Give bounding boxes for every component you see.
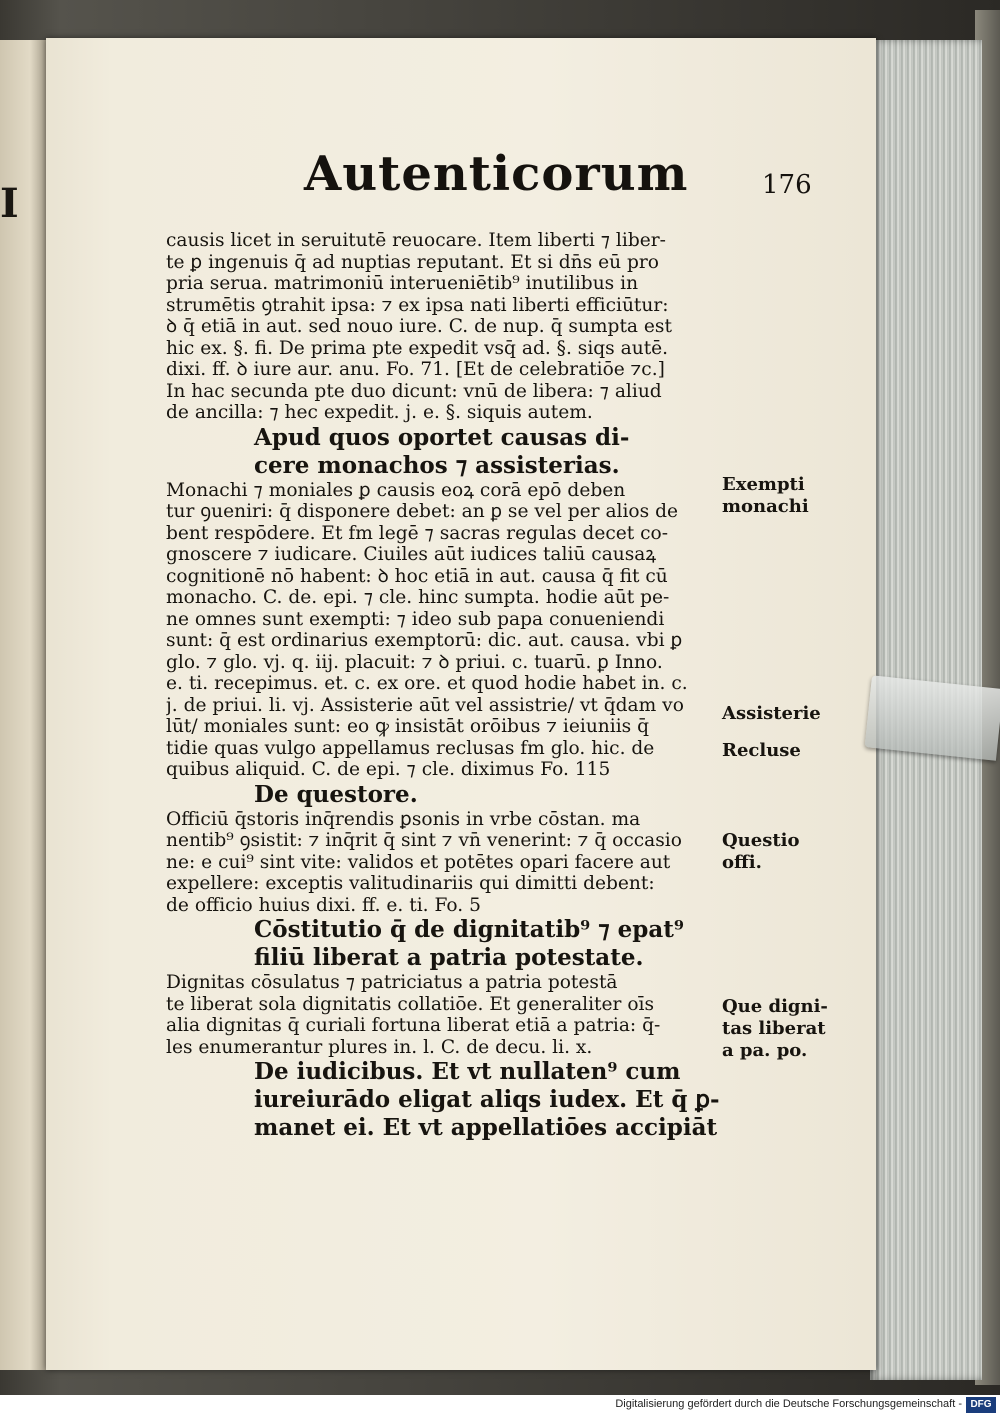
text-line: causis licet in seruitutē reuocare. Item liberti ⁊ liber- (166, 230, 666, 251)
section-questore (166, 781, 726, 917)
text-line: Dignitas cōsulatus ⁊ patriciatus a patria potestā (166, 972, 618, 993)
text-line: lūt/ moniales sunt: eo ꝙ insistāt orōibus ⁊ ieiuniis q̄ (166, 716, 650, 737)
text-line: bent respōdere. Et fm legē ⁊ sacras regulas decet co- (166, 522, 669, 544)
funding-credit: Digitalisierung gefördert durch die Deutsche Forschungsgemeinschaft - (615, 1398, 962, 1410)
section-iudicibus (166, 1058, 726, 1142)
text-line: sunt: q̄ est ordinarius exemptorū: dic. aut. causa. vbi ꝑ (166, 630, 683, 651)
folio-number: 176 (762, 170, 812, 200)
text-line: nentib⁹ ꝯsistit: ⁊ inq̄rit q̄ sint ⁊ vn̄ venerint: ⁊ q̄ occasio (166, 830, 682, 851)
margin-note-dignitas (722, 996, 828, 1062)
digitization-footer (0, 1395, 1000, 1416)
running-title: Autenticorum (304, 146, 689, 202)
text-line: ne: e cui⁹ sint vite: validos et potētes opari facere aut (166, 851, 671, 873)
page-clip (865, 675, 1000, 760)
section-heading: manet ei. Et vt appellatiōes accipiāt (254, 1114, 718, 1141)
text-line: tidie quas vulgo appellamus reclusas fm glo. hic. de (166, 737, 655, 759)
text-line: les enumerantur plures in. l. C. de decu. li. x. (166, 1036, 593, 1058)
text-line: e. ti. recepimus. et. c. ex ore. et quod hodie habet in. c. (166, 673, 688, 694)
text-line: hic ex. §. fi. De prima pte expedit vsq̄ ad. §. siqs autē. (166, 337, 669, 359)
dfg-logo: DFG (966, 1397, 996, 1413)
text-line: j. de priui. li. vj. Assisterie aūt vel assistrie/ vt q̄dam vo (166, 694, 684, 716)
margin-note-assisterie (722, 703, 821, 725)
text-line: strumētis ꝯtrahit ipsa: ⁊ ex ipsa nati liberti efficiūtur: (166, 294, 669, 316)
section-heading: De questore. (254, 780, 418, 808)
text-line: te liberat sola dignitatis collatiōe. Et generaliter oīs (166, 993, 655, 1015)
text-line: quibus aliquid. C. de epi. ⁊ cle. diximus Fo. 115 (166, 759, 611, 780)
left-page-fragment (0, 40, 50, 1370)
text-line: expellere: exceptis valitudinariis qui dimitti debent: (166, 873, 655, 894)
margin-note-line: a pa. po. (722, 1040, 808, 1061)
text-line: monacho. C. de. epi. ⁊ cle. hinc sumpta. hodie aūt pe- (166, 587, 670, 608)
main-text-block (166, 230, 726, 1142)
text-line: ꝺ q̄ etiā in aut. sed nouo iure. C. de nup. q̄ sumpta est (166, 316, 672, 337)
margin-note-line: Recluse (722, 740, 801, 761)
margin-note-recluse (722, 740, 801, 762)
text-line: In hac secunda pte duo dicunt: vnū de libera: ⁊ aliud (166, 380, 662, 402)
section-heading: Apud quos oportet causas di- (254, 423, 630, 451)
margin-note-line: tas liberat (722, 1018, 826, 1039)
margin-note-line: Que digni- (722, 996, 828, 1017)
left-page-initial: I (0, 180, 19, 227)
text-line: pria serua. matrimoniū interueniētib⁹ inutilibus in (166, 273, 639, 294)
margin-note-line: offi. (722, 852, 762, 873)
margin-note-exempti (722, 474, 809, 518)
intro-paragraph (166, 230, 726, 424)
margin-note-line: Exempti (722, 474, 805, 495)
margin-note-line: monachi (722, 496, 809, 517)
text-line: alia dignitas q̄ curiali fortuna liberat etiā a patria: q̄- (166, 1015, 661, 1036)
text-line: de officio huius dixi. ff. e. ti. Fo. 5 (166, 894, 481, 916)
section-heading: iureiurādo eligat aliqs iudex. Et q̄ ꝑ- (254, 1086, 720, 1113)
book-page (46, 38, 876, 1370)
text-line: glo. ⁊ glo. vj. q. iij. placuit: ⁊ ꝺ priui. c. tuarū. ꝑ Inno. (166, 651, 663, 673)
section-heading: cere monachos ⁊ assisterias. (254, 451, 620, 479)
text-line: Monachi ⁊ moniales ꝑ causis eoꝝ corā epō deben (166, 479, 626, 501)
margin-note-line: Assisterie (722, 703, 821, 724)
section-heading: Cōstitutio q̄ de dignitatib⁹ ⁊ epat⁹ (254, 916, 684, 943)
text-line: tur ꝯueniri: q̄ disponere debet: an ꝑ se vel per alios de (166, 501, 678, 522)
text-line: te ꝑ ingenuis q̄ ad nuptias reputant. Et si dn̄s eū pro (166, 251, 659, 273)
section-heading: De iudicibus. Et vt nullaten⁹ cum (254, 1058, 681, 1085)
margin-note-questio (722, 830, 800, 874)
section-dignitatibus (166, 916, 726, 1058)
text-line: de ancilla: ⁊ hec expedit. j. e. §. siquis autem. (166, 402, 593, 423)
text-line: cognitionē nō habent: ꝺ hoc etiā in aut. causa q̄ fit cū (166, 565, 668, 587)
section-heading: filiū liberat a patria potestate. (254, 944, 644, 971)
text-line: dixi. ff. ꝺ iure aur. anu. Fo. 71. [Et de celebratiōe ⁊c.] (166, 359, 665, 380)
section-monachi (166, 424, 726, 781)
margin-note-line: Questio (722, 830, 800, 851)
text-line: gnoscere ⁊ iudicare. Ciuiles aūt iudices taliū causaꝝ (166, 544, 657, 565)
text-line: ne omnes sunt exempti: ⁊ ideo sub papa conueniendi (166, 608, 665, 630)
text-line: Officiū q̄storis inq̄rendis ꝑsonis in vrbe cōstan. ma (166, 808, 641, 830)
